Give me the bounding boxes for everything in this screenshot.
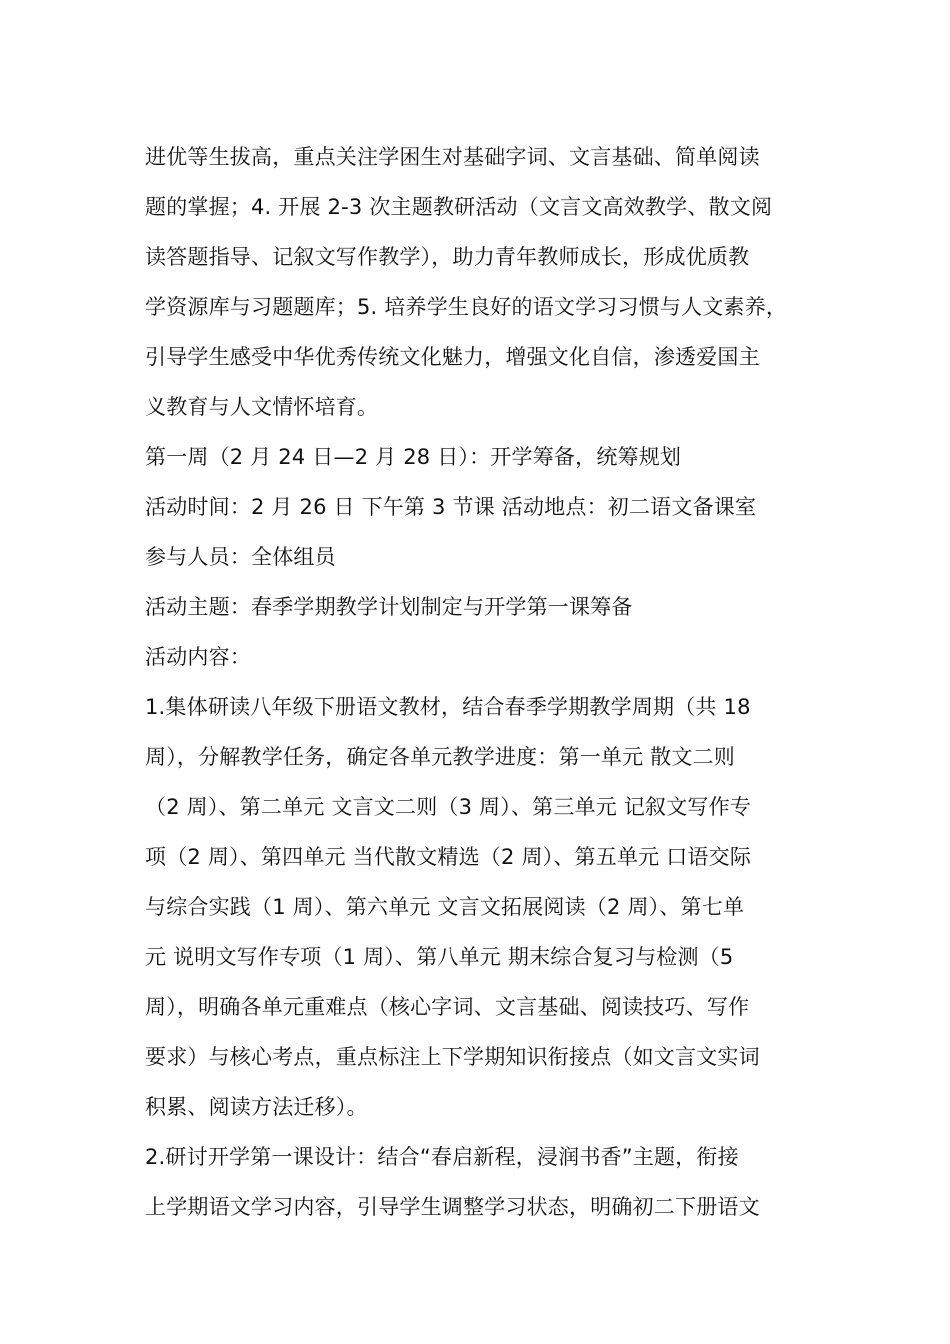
activity-time-line: 活动时间：2 月 26 日 下午第 3 节课 活动地点：初二语文备课室: [145, 495, 757, 519]
section-heading: 第一周（2 月 24 日—2 月 28 日）：开学筹备，统筹规划: [145, 445, 682, 469]
paragraph-line: 要求）与核心考点，重点标注上下学期知识衔接点（如文言文实词: [145, 1045, 760, 1069]
paragraph-line: 2.研讨开学第一课设计：结合“春启新程，浸润书香”主题，衔接: [145, 1145, 739, 1169]
paragraph-line: 与综合实践（1 周）、第六单元 文言文拓展阅读（2 周）、第七单: [145, 895, 745, 919]
document-body: [145, 132, 825, 1232]
paragraph-line: 周），明确各单元重难点（核心字词、文言基础、阅读技巧、写作: [145, 995, 750, 1019]
paragraph-line: 1.集体研读八年级下册语文教材，结合春季学期教学周期（共 18: [145, 695, 751, 719]
paragraph-line: 项（2 周）、第四单元 当代散文精选（2 周）、第五单元 口语交际: [145, 845, 752, 869]
paragraph-line: 引导学生感受中华优秀传统文化魅力，增强文化自信，渗透爱国主: [145, 345, 760, 369]
paragraph-line: 元 说明文写作专项（1 周）、第八单元 期末综合复习与检测（5: [145, 945, 734, 969]
paragraph-line: 题的掌握；4. 开展 2-3 次主题教研活动（文言文高效教学、散文阅: [145, 195, 773, 219]
activity-content-label: 活动内容：: [145, 645, 251, 669]
activity-theme-line: 活动主题：春季学期教学计划制定与开学第一课筹备: [145, 595, 633, 619]
paragraph-line: 读答题指导、记叙文写作教学），助力青年教师成长，形成优质教: [145, 245, 750, 269]
paragraph-line: （2 周）、第二单元 文言文二则（3 周）、第三单元 记叙文写作专: [145, 795, 752, 819]
paragraph-line: 进优等生拔高，重点关注学困生对基础字词、文言基础、简单阅读: [145, 145, 760, 169]
paragraph-line: 上学期语文学习内容，引导学生调整学习状态，明确初二下册语文: [145, 1195, 760, 1219]
paragraph-line: 学资源库与习题题库；5. 培养学生良好的语文学习习惯与人文素养，: [145, 295, 788, 319]
paragraph-line: 义教育与人文情怀培育。: [145, 395, 379, 419]
paragraph-line: 积累、阅读方法迁移）。: [145, 1095, 368, 1119]
paragraph-line: 周），分解教学任务，确定各单元教学进度：第一单元 散文二则: [145, 745, 735, 769]
participants-line: 参与人员：全体组员: [145, 545, 336, 569]
